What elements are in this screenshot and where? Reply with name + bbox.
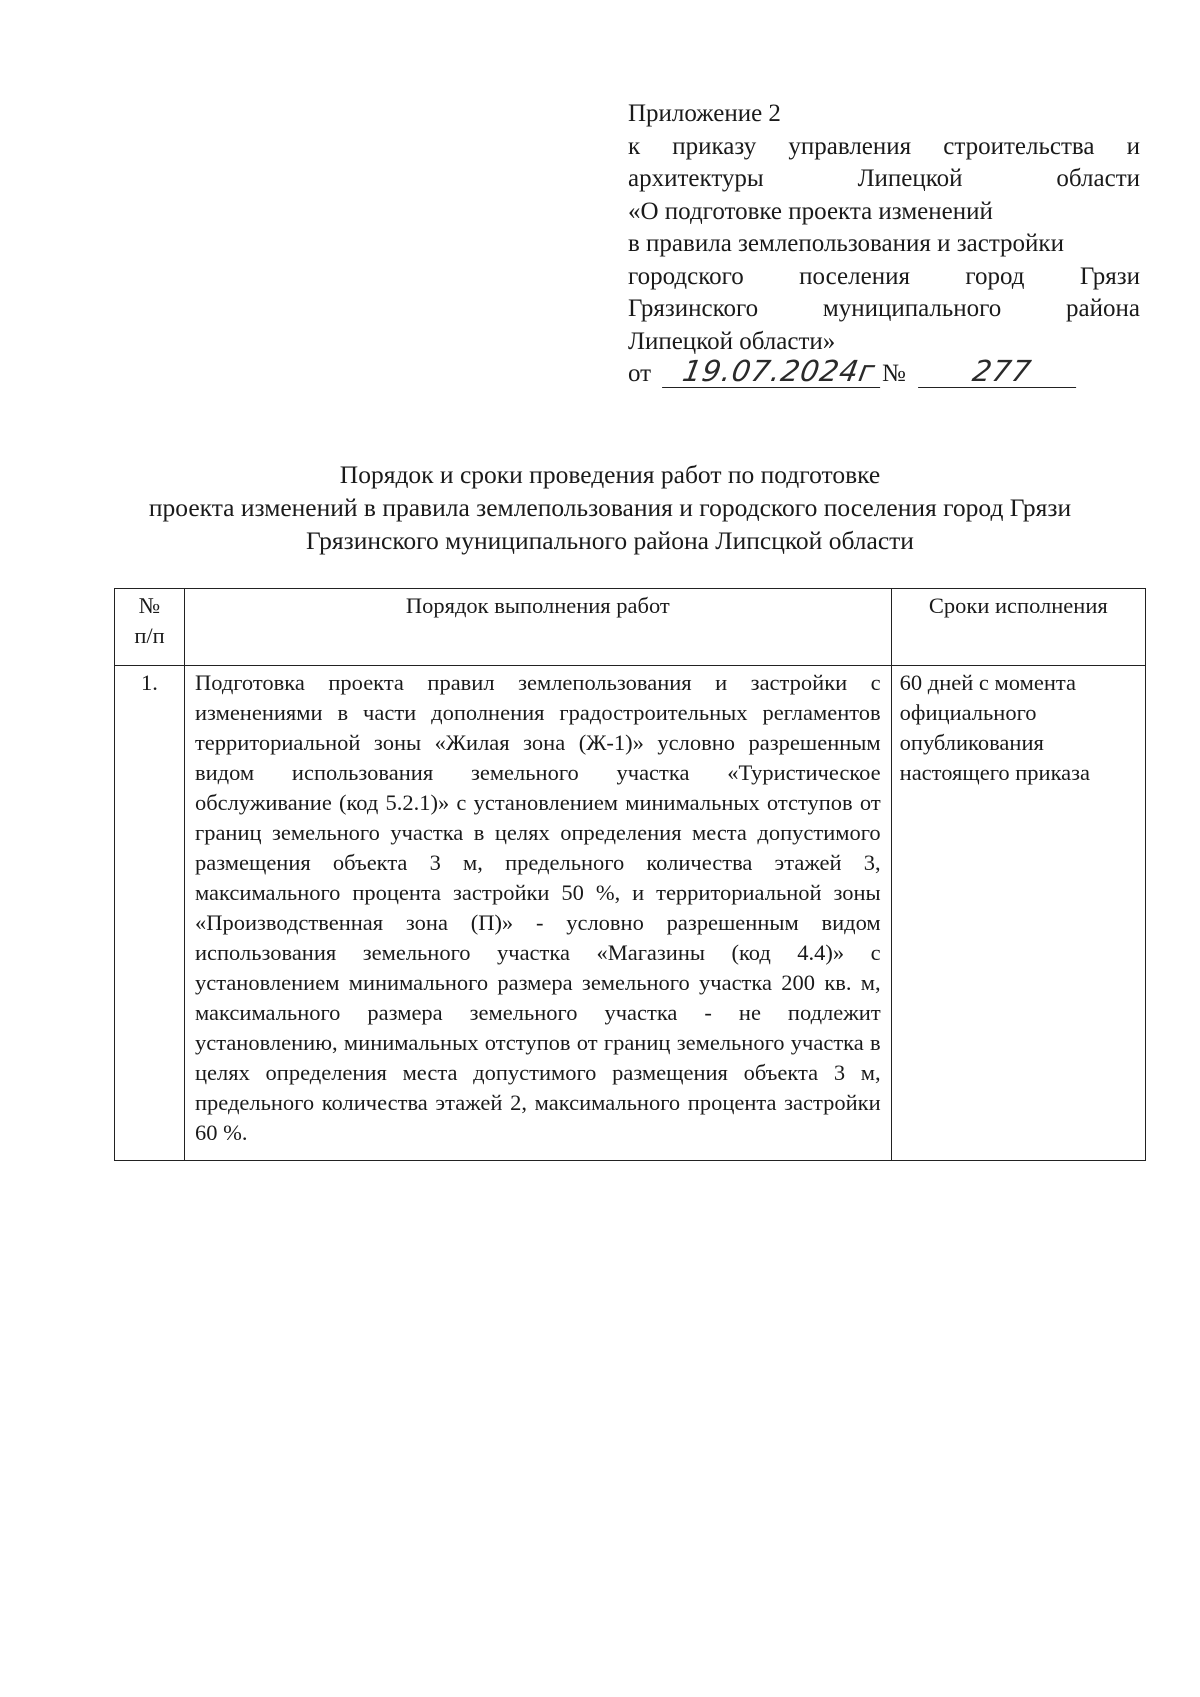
document-title: [60, 458, 1160, 557]
appendix-line: «О подготовке проекта изменений: [628, 197, 993, 225]
table-header-row: [115, 589, 1146, 666]
title-line: Грязинского муниципального района Липсцкой области: [306, 526, 914, 555]
row-deadline: 60 дней с момента официального опубликования настоящего приказа: [891, 666, 1145, 1161]
appendix-line: Липецкой области»: [628, 327, 836, 355]
appendix-title: Приложение 2: [628, 100, 781, 127]
works-table: [114, 588, 1146, 1161]
date-prefix: от: [628, 360, 652, 387]
header-deadline: Сроки исполнения: [891, 589, 1145, 666]
appendix-header: [628, 98, 1140, 392]
title-line: Порядок и сроки проведения работ по подготовке: [339, 460, 881, 489]
order-date-number: [628, 354, 1140, 392]
order-number-handwritten: 277: [918, 358, 1081, 388]
row-number: 1.: [115, 666, 185, 1161]
order-date-handwritten: 19.07.2024г: [662, 358, 885, 388]
header-work-order: Порядок выполнения работ: [184, 589, 891, 666]
number-sign: №: [882, 360, 906, 387]
appendix-line: архитектуры Липецкой области: [628, 165, 1140, 192]
header-number: № п/п: [115, 589, 185, 666]
table-row: [115, 666, 1146, 1161]
row-work-description: Подготовка проекта правил землепользования и застройки с изменениями в части дополнения градостроительных регламентов территориальной зоны «Жилая зона (Ж-1)» условно разрешенным видом использования земельного участка «Туристическое обслуживание (код 5.2.1)» с установлением минимальных отступов от границ земельного участка в целях определения места допустимого размещения объекта 3 м, предельного количества этажей 3, максимального процента застройки 50 %, и территориальной зоны «Производственная зона (П)» - условно разрешенным видом использования земельного участка «Магазины (код 4.4)» с установлением минимального размера земельного участка 200 кв. м, максимального размера земельного участка - не подлежит установлению, минимальных отступов от границ земельного участка в целях определения места допустимого размещения объекта 3 м, предельного количества этажей 2, максимального процента застройки 60 %.: [184, 666, 891, 1161]
appendix-line: к приказу управления строительства и: [628, 132, 1140, 160]
appendix-line: Грязинского муниципального района: [628, 295, 1140, 322]
appendix-line: в правила землепользования и застройки: [628, 230, 1064, 257]
title-line: проекта изменений в правила землепользования и городского поселения город Грязи: [148, 493, 1072, 522]
appendix-line: городского поселения город Грязи: [628, 262, 1140, 290]
